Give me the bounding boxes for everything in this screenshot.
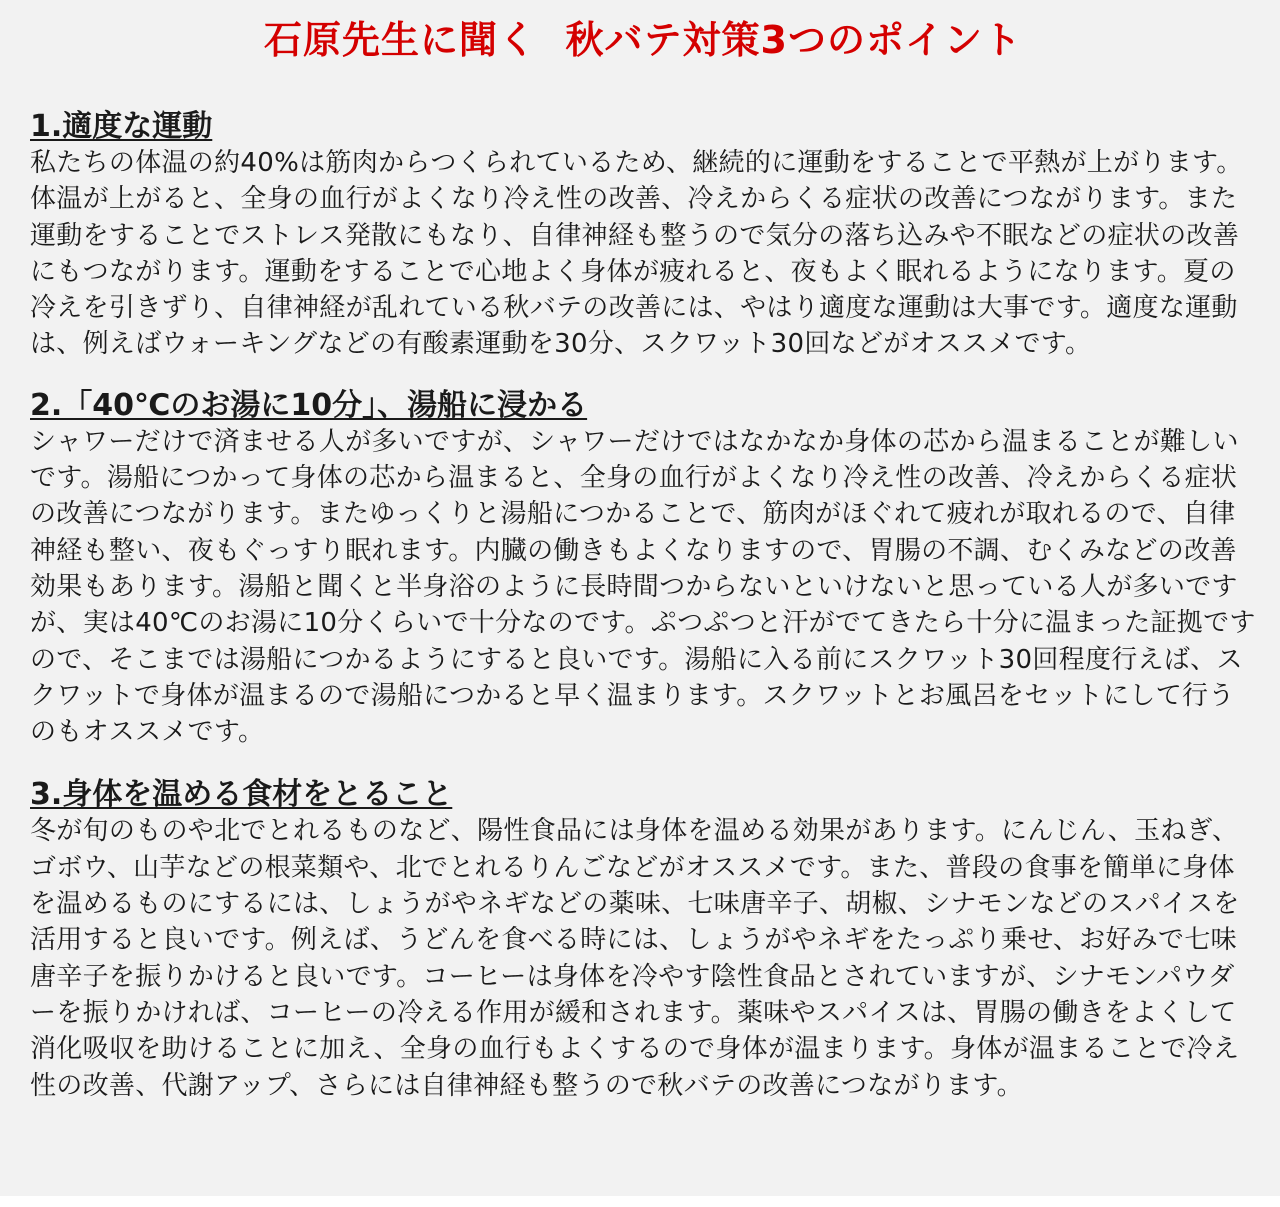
section-bath xyxy=(30,387,1256,751)
section-body: 私たちの体温の約40%は筋肉からつくられているため、継続的に運動をすることで平熱が上がります。体温が上がると、全身の血行がよくなり冷え性の改善、冷えからくる症状の改善につながります。また運動をすることでストレス発散にもなり、自律神経も整うので気分の落ち込みや不眠などの症状の改善にもつながります。運動をすることで心地よく身体が疲れると、夜もよく眠れるようになります。夏の冷えを引きずり、自律神経が乱れている秋バテの改善には、やはり適度な運動は大事です。適度な運動は、例えばウォーキングなどの有酸素運動を30分、スクワット30回などがオススメです。 xyxy=(30,148,1243,360)
section-heading: 2.「40℃のお湯に10分」、湯船に浸かる xyxy=(30,387,588,423)
section-heading: 1.適度な運動 xyxy=(30,109,213,144)
section-body: シャワーだけで済ませる人が多いですが、シャワーだけではなかなか身体の芯から温まることが難しいです。湯船につかって身体の芯から温まると、全身の血行がよくなり冷え性の改善、冷えからくる症状の改善につながります。またゆっくりと湯船につかることで、筋肉がほぐれて疲れが取れるので、自律神経も整い、夜もぐっすり眠れます。内臓の働きもよくなりますので、胃腸の不調、むくみなどの改善効果もあります。湯船と聞くと半身浴のように長時間つからないといけないと思っている人が多いですが、実は40℃のお湯に10分くらいで十分なのです。ぷつぷつと汗がでてきたら十分に温まった証拠ですので、そこまでは湯船につかるようにすると良いです。湯船に入る前にスクワット30回程度行えば、スクワットで身体が温まるので湯船につかると早く温まります。スクワットとお風呂をセットにして行うのもオススメです。 xyxy=(30,426,1256,748)
section-exercise xyxy=(30,108,1256,363)
section-heading: 3.身体を温める食材をとること xyxy=(30,777,453,813)
page-title: 石原先生に聞く 秋バテ対策3つのポイント xyxy=(264,18,1022,62)
section-body: 冬が旬のものや北でとれるものなど、陽性食品には身体を温める効果があります。にんじん、玉ねぎ、ゴボウ、山芋などの根菜類や、北でとれるりんごなどがオススメです。また、普段の食事を簡単に身体を温めるものにするには、しょうがやネギなどの薬味、七味唐辛子、胡椒、シナモンなどのスパイスを活用すると良いです。例えば、うどんを食べる時には、しょうがやネギをたっぷり乗せ、お好みで七味唐辛子を振りかけると良いです。コーヒーは身体を冷やす陰性食品とされていますが、シナモンパウダーを振りかければ、コーヒーの冷える作用が緩和されます。薬味やスパイスは、胃腸の働きをよくして消化吸収を助けることに加え、全身の血行もよくするので身体が温まります。身体が温まることで冷え性の改善、代謝アップ、さらには自律神経も整うので秋バテの改善につながります。 xyxy=(30,816,1240,1101)
section-food xyxy=(30,776,1256,1103)
